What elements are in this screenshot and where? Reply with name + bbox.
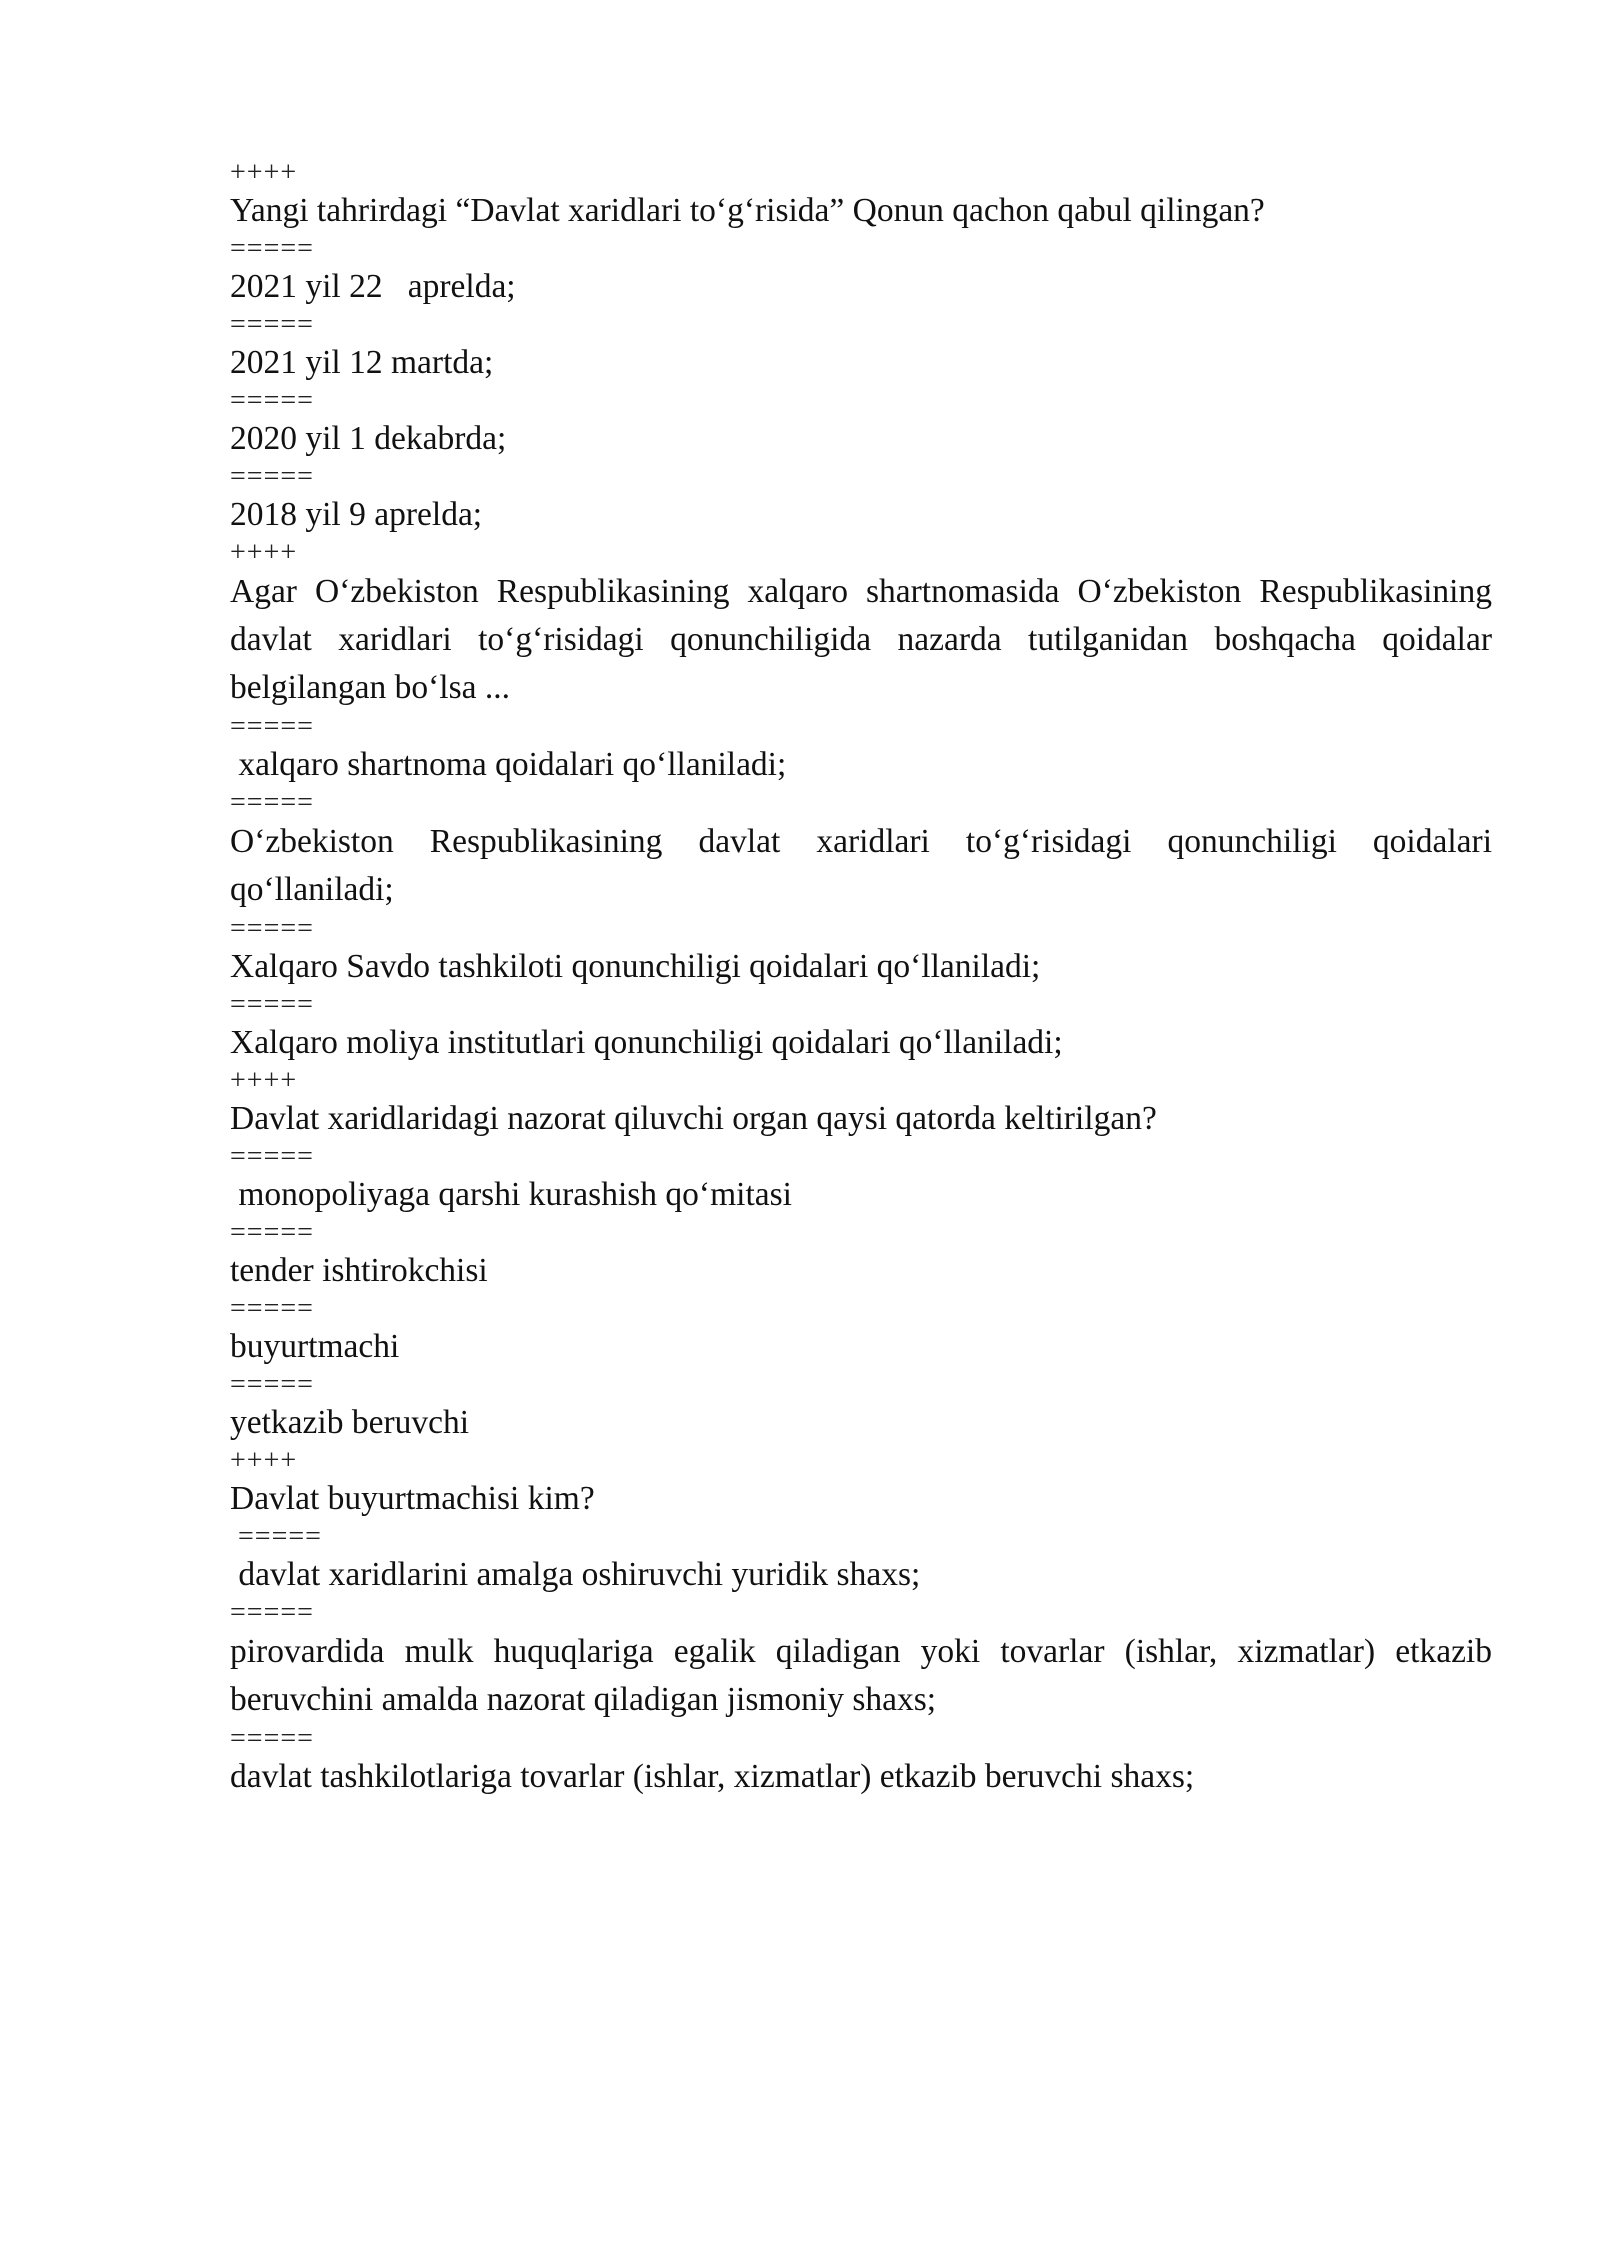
answer-separator: =====: [230, 309, 314, 340]
answer-option: davlat xaridlarini amalga oshiruvchi yuridik shaxs;: [230, 1556, 921, 1593]
question-marker: ++++: [230, 1065, 298, 1096]
answer-option: O‘zbekiston Respublikasining davlat xaridlari to‘g‘risidagi qonunchiligi qoidalari qo‘llaniladi;: [230, 823, 1492, 908]
answer-separator: =====: [230, 1521, 322, 1552]
answer-separator: =====: [230, 913, 314, 944]
answer-separator: =====: [230, 1141, 314, 1172]
question-text: Agar O‘zbekiston Respublikasining xalqaro shartnomasida O‘zbekiston Respublikasining davlat xaridlari to‘g‘risidagi qonunchiligida nazarda tutilganidan boshqacha qoidalar belgilangan bo‘lsa ...: [230, 573, 1492, 706]
answer-separator: =====: [230, 1293, 314, 1324]
answer-option: 2021 yil 22 aprelda;: [230, 268, 516, 305]
answer-option: yetkazib beruvchi: [230, 1404, 470, 1441]
answer-separator: =====: [230, 1369, 314, 1400]
answer-option: 2018 yil 9 aprelda;: [230, 496, 483, 533]
answer-option: Xalqaro Savdo tashkiloti qonunchiligi qoidalari qo‘llaniladi;: [230, 948, 1041, 985]
answer-option: pirovardida mulk huquqlariga egalik qiladigan yoki tovarlar (ishlar, xizmatlar) etkazib beruvchini amalda nazorat qiladigan jismoniy shaxs;: [230, 1633, 1492, 1718]
answer-option: 2021 yil 12 martda;: [230, 344, 494, 381]
question-marker: ++++: [230, 537, 298, 568]
question-marker: ++++: [230, 1445, 298, 1476]
answer-option: Xalqaro moliya institutlari qonunchiligi qoidalari qo‘llaniladi;: [230, 1024, 1063, 1061]
answer-option: monopoliyaga qarshi kurashish qo‘mitasi: [230, 1176, 792, 1213]
answer-separator: =====: [230, 1597, 314, 1628]
question-text: Davlat xaridlaridagi nazorat qiluvchi organ qaysi qatorda keltirilgan?: [230, 1100, 1157, 1137]
document-page: [230, 158, 1492, 1800]
question-text: Yangi tahrirdagi “Davlat xaridlari to‘g‘risida” Qonun qachon qabul qilingan?: [230, 192, 1265, 229]
answer-separator: =====: [230, 461, 314, 492]
answer-separator: =====: [230, 1217, 314, 1248]
answer-separator: =====: [230, 385, 314, 416]
answer-option: 2020 yil 1 dekabrda;: [230, 420, 507, 457]
answer-separator: =====: [230, 233, 314, 264]
question-marker: ++++: [230, 157, 298, 188]
answer-option: xalqaro shartnoma qoidalari qo‘llaniladi;: [230, 746, 787, 783]
answer-option: davlat tashkilotlariga tovarlar (ishlar, xizmatlar) etkazib beruvchi shaxs;: [230, 1758, 1195, 1795]
answer-option: tender ishtirokchisi: [230, 1252, 488, 1289]
answer-separator: =====: [230, 711, 314, 742]
question-text: Davlat buyurtmachisi kim?: [230, 1480, 595, 1517]
answer-separator: =====: [230, 1723, 314, 1754]
answer-separator: =====: [230, 787, 314, 818]
answer-separator: =====: [230, 989, 314, 1020]
answer-option: buyurtmachi: [230, 1328, 400, 1365]
